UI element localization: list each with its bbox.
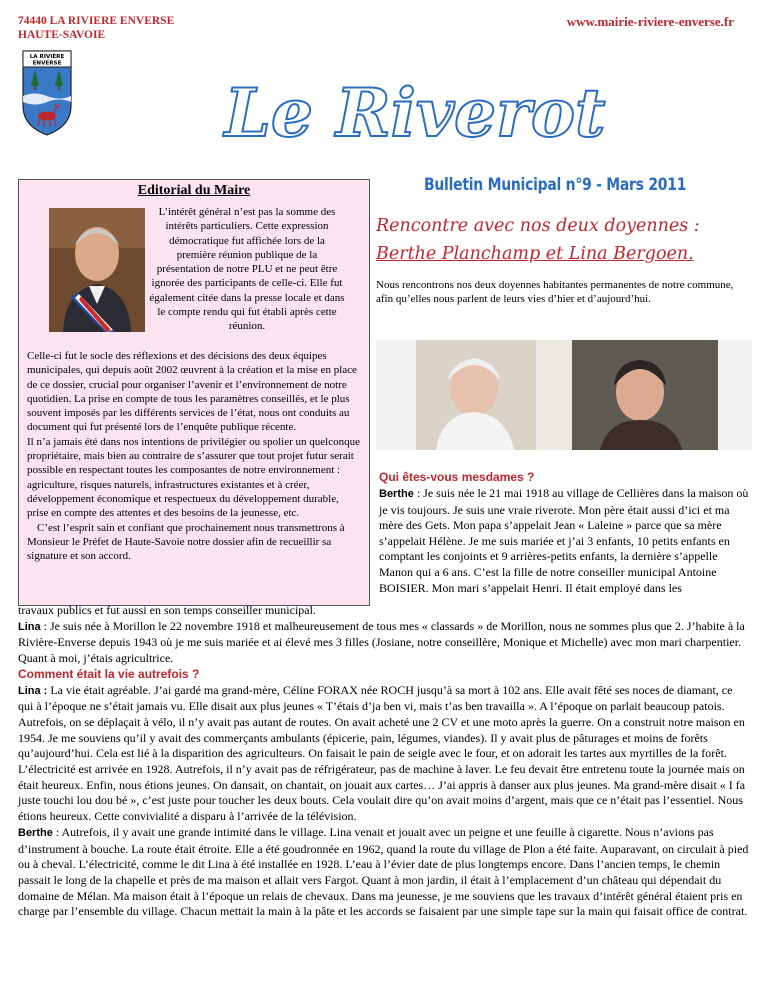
speaker-label-lina-2: Lina : xyxy=(18,684,48,697)
editorial-body xyxy=(27,349,362,563)
commune-region: HAUTE-SAVOIE xyxy=(18,29,106,41)
crest-text-line2: ENVERSE xyxy=(32,60,62,67)
speaker-label-berthe: Berthe xyxy=(379,488,414,500)
editorial-paragraph-1: L’intérêt général n’est pas la somme des intérêts particuliers. Cette expression démocratique fut affichée lors de la première réunion publique de la présentation de notre PLU et ne peut être ignorée des participants de celle-ci. Elle fut également citée dans la presse locale et dans le compte rendu qui fut établi après cette réunion. xyxy=(149,206,345,333)
lina-answer-2-text: La vie était agréable. J’ai gardé ma grand-mère, Céline FORAX née ROCH jusqu’à sa mort à 102 ans. Elle avait fêté ses noces de diamant, ce qui à l’époque ne s’était jamais vu. Elle disait aux plus jeunes « T’étais d’ja ben vi, mais t’as ben travailla ». A l’époque on parlait beaucoup patois. Autrefois, on se déplaçait à vélo, il n’y avait pas autant de routes. On avait acheté une 2 CV et une moto après la guerre. On a construit notre maison en 1954. Je me souviens qu’il y avait des commerçants ambulants (épicerie, pain, légumes, viandes). Il y avait plus de pâturages et moins de forêts qu’aujourd’hui. Cela est lié à la disparition des agriculteurs. On faisait le pain de seigle avec le four, et on adorait les tartes aux myrtilles de la forêt. L’électricité est arrivée en 1928. Autrefois, il n’y avait pas de réfrigérateur, pas de machine à laver. Le feu devait être entretenu toute la journée mais on était heureux. Enfin, nous étions jeunes. On dansait, on chantait, on jouait aux cartes… J’ai appris à danser aux plus jeunes. Ma grand-mère disait « I fa juste touchi lou dou bé », c’est juste pour toucher les deux bouts. Cela voulait dire qu’on avait moins d’argent, mais que ce n’était pas l’essentiel. Nous étions heureux. Cette convivialité a disparu à l’arrivée de la télévision. xyxy=(18,682,746,824)
article-intro: Nous rencontrons nos deux doyennes habitantes permanentes de notre commune, afin qu’elles nous parlent de leurs vies d’hier et d’aujourd’hui. xyxy=(376,279,734,305)
berthe-answer-continuation: travaux publics et fut aussi en son temps conseiller municipal. xyxy=(18,603,316,617)
website-link[interactable]: www.mairie-riviere-enverse.fr xyxy=(566,14,734,29)
masthead-title xyxy=(210,72,620,152)
commune-address xyxy=(18,14,174,42)
crest-text-line1: LA RIVIÈRE xyxy=(29,54,65,60)
question-heading-1: Qui êtes-vous mesdames ? xyxy=(379,470,535,484)
speaker-label-lina: Lina xyxy=(18,620,41,633)
editorial-paragraph-4: C’est l’esprit sain et confiant que prochainement nous transmettrons à Monsieur le Préfet de Haute-Savoie notre dossier afin de recueillir sa signature et son accord. xyxy=(27,521,345,563)
berthe-answer-text: : Je suis née le 21 mai 1918 au village de Cellières dans la maison où je vis toujours. Je suis une vraie riverote. Mon père était aussi d’ici et ma mère des Gets. Mon papa s’appelait Jean « Laleine » parce que sa mère s’appelait Hélène. Je me suis mariée et j’ai 3 enfants, 10 petits enfants en comptant les conjoints et 9 arrières-petits enfants, la dernière s’appelle Manon qui a 6 ans. C’est la fille de notre conseiller municipal Antoine BOISIER. Mon mari s’appelait Henri. Il était employé dans les xyxy=(379,486,749,595)
headline-line-2: Berthe Planchamp et Lina Bergoen. xyxy=(376,244,694,264)
lina-answer-1 xyxy=(18,619,750,667)
editorial-box xyxy=(18,179,370,606)
headline-line-1: Rencontre avec nos deux doyennes : xyxy=(376,216,700,236)
commune-name: 74440 LA RIVIERE ENVERSE xyxy=(18,15,175,27)
coat-of-arms-logo xyxy=(22,50,72,136)
article-body xyxy=(18,603,750,920)
article-headline xyxy=(376,212,756,268)
berthe-answer-2 xyxy=(18,825,750,920)
question-heading-2: Comment était la vie autrefois ? xyxy=(18,666,200,681)
berthe-answer-2-text: : Autrefois, il y avait une grande intimité dans le village. Lina venait et jouait avec un peigne et une feuille à cigarette. Nous n’avions pas d’instrument à bouche. La route était étroite. Elle a été goudronnée en 1962, quand la route du village de Plon a été faite. Auparavant, on circulait à pied ou à cheval. L’électricité, comme le dit Lina à été installée en 1928. L’eau à l’évier date de plus longtemps encore. Dans l’ancien temps, le chemin passait le long de la chapelle et près de ma maison et allait vers Fargot. Quant à mon jardin, il était à l’emplacement d’un château qui dépendait du domaine de Mélan. Ma maison était à l’époque un relais de chevaux. Dans ma jeunesse, je me souviens que les travaux d’intérêt général étaient pris en charge par l’ensemble du village. Chacun mettait la main à la pâte et les accords se faisaient par une simple tape sur la main qui faisait office de contrat. xyxy=(18,824,749,919)
lina-answer-text: : Je suis née à Morillon le 22 novembre 1918 et malheureusement de tous mes « classards » de Morillon, nous ne sommes plus que 2. J’habite à la Rivière-Enverse depuis 1943 où je me suis mariée et ai élevé mes 3 filles (Josiane, notre conseillère, Monique et Michelle) avec mon mari charpentier. Quant à moi, j’étais agricultrice. xyxy=(18,618,745,666)
berthe-answer-1 xyxy=(379,486,751,596)
bulletin-issue: Bulletin Municipal n°9 - Mars 2011 xyxy=(424,175,687,195)
doyennes-photo xyxy=(376,340,752,450)
editorial-title: Editorial du Maire xyxy=(137,183,251,198)
mayor-photo xyxy=(49,208,145,332)
editorial-paragraph-3: Il n’a jamais été dans nos intentions de privilégier ou spolier un quelconque propriétaire, mais bien au contraire de s’assurer que tout projet futur serait possible en respectant toutes les composantes de notre environnement : agriculture, risques naturels, infrastructures existantes et à créer, développement économique et respectueux du développement durable, prise en compte des attentes et des besoins de la jeunesse, etc. xyxy=(27,435,360,520)
editorial-paragraph-2: Celle-ci fut le socle des réflexions et des décisions des deux équipes municipales, qui depuis août 2002 œuvrent à la création et la mise en place de ce dossier, crucial pour organiser l’avenir et l’environnement de notre quotidien. La prise en compte de tous les paramètres conseillés, et le plus souvent imposés par les différents services de l’état, nous ont conduits au document qui fut présenté lors de l’enquête publique récente. xyxy=(27,350,357,434)
lina-answer-2 xyxy=(18,683,750,825)
speaker-label-berthe-2: Berthe xyxy=(18,826,53,839)
svg-text:Le Riverot: Le Riverot xyxy=(224,74,606,152)
